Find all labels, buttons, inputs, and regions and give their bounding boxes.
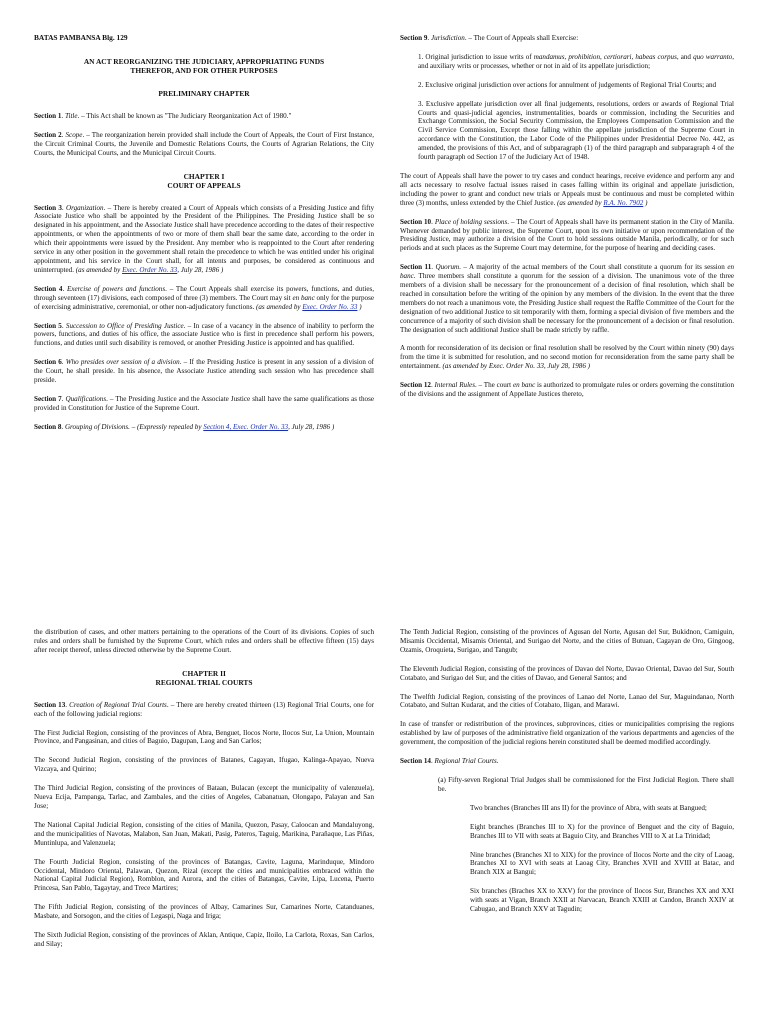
section-2: Section 2. Scope. – The reorganization herein provided shall include the Court of Appeals, the Court of First Instance, the Circuit Criminal Courts, the Juvenile and Domestic Relations Courts, the Courts of Agrarian Relations, the City Courts, the Municipal Courts, and the Municipal Circuit Courts. bbox=[34, 130, 375, 157]
section-label: Section 14 bbox=[400, 757, 431, 766]
branch-benguet: Eight branches (Branches III to X) for the province of Benguet and the city of Baguio, Branches III to VII with seats at Baguio City, and Branches VIII to X at La Trinidad; bbox=[470, 822, 734, 840]
transfer-paragraph: In case of transfer or redistribution of the provinces, subprovinces, cities or municipalities comprising the regions established by law of purposes of the administrative field organization of the various departments and agencies of the government, the composition of the judicial regions herein constituted shall be deemed modified accordingly. bbox=[400, 720, 734, 747]
section-title: Jurisdiction bbox=[430, 34, 465, 42]
section-9-item-2: 2. Exclusive original jurisdiction over actions for annulment of judgements of Regional Trial Courts; and bbox=[418, 80, 717, 89]
section-13: Section 13. Creation of Regional Trial Courts. – There are hereby created thirteen (13) Regional Trial Courts, one for each of the following judicial regions: bbox=[34, 700, 375, 718]
section-9-item-3: 3. Exclusive appellate jurisdiction over all final judgements, resolutions, orders or awards of Regional Trial Courts and quasi-judicial agencies, instrumentalities, boards or commission, including the Securities and Exchange Commission, the Social Security Commission, the Employees Compensation Commission and the Civil Service Commission, Except those falling within the appellate jurisdiction of the Supreme Court in accordance with the Constitution, the Labor Code of the Philippines under Presidential Decree No. 442, as amended, the provisions of this Act, and of subparagraph (1) of the third paragraph and subparagraph 4 of the fourth paragraph od Section 17 of the Judiciary Act of 1948. bbox=[418, 99, 734, 162]
section-label: Section 10 bbox=[400, 217, 432, 226]
amendment-note: (as amended by bbox=[256, 302, 303, 311]
section-label: Section 1 bbox=[34, 111, 62, 120]
page-1 bbox=[0, 0, 384, 512]
section-title: Grouping of Divisions bbox=[64, 422, 129, 431]
section-7: Section 7. Qualifications. – The Presiding Justice and the Associate Justice shall have the same qualifications as those provided in Constitution for Justice of the Supreme Court. bbox=[34, 394, 375, 412]
paragraph-text: A month for reconsideration of its decision or final resolution shall be resolved by the Court within ninety (90) days from the time it is submitted for resolution, and no second motion for reconsideration from the same party shall be entertainment. bbox=[400, 344, 734, 371]
section-label: Section 13 bbox=[34, 700, 66, 709]
amendment-note: (as amended by Exec. Order No. 33, July 28, 1986 ) bbox=[442, 362, 591, 371]
item-text: 1. Original jurisdiction to issue writs of bbox=[418, 52, 534, 61]
act-title-line-2: THEREFOR, AND FOR OTHER PURPOSES bbox=[130, 65, 278, 75]
section-label: Section 12 bbox=[400, 381, 431, 390]
section-title: Qualifications bbox=[65, 394, 107, 403]
section-title: Quorum bbox=[435, 263, 460, 272]
section-11-paragraph-2 bbox=[400, 344, 734, 371]
page-3 bbox=[0, 512, 384, 1024]
section-14: Section 14. Regional Trial Courts. bbox=[400, 757, 499, 766]
section-9-item-1 bbox=[400, 53, 734, 71]
section-11: Section 11. Quorum. – A majority of the actual members of the Court shall constitute a quorum for its session en banc. Three members shall constitute a quorum for the session of a division. The unanimous vote of the three members of a division shall be necessary for the pronouncement of a decision of final resolution, which shall be reached in consultation before the writing of the opinion by any members of the division. In the event that the three members do not reach a unanimous vote, the Presiding Justice shall request the Raffle Committee of the Court for the designation of two additional Justice to sit temporarily with them, forming a special division of five members and the concurrence of a majority of such division shall be necessary for the pronouncement of a decision or final resolution. The designation of such additional Justice shall be made strictly by raffle. bbox=[400, 263, 735, 334]
section-3: Section 3. Organization. – There is hereby created a Court of Appeals which consists of a Presiding Justice and fifty Associate Justice who shall be appointed by the President of the Philippines. The Presiding Justice shall be so designated in his appointment, and the Associate Justice shall have precedence according to the dates of their respective appointments, or when the appointments of two or more of them shall bear the same date, according to the order in which their appointments were issued by the President. Any member who is reappointed to the Court after rendering service in any other position in the government shall retain the precedence to which he was entitled under his original appointment, and his service in the Court shall, for all intents and purposes, be considered as continuous and uninterrupted. (as amended by Exec. Order No. 33, July 28, 1986 ) bbox=[34, 203, 375, 274]
en-banc-term: en banc bbox=[512, 381, 536, 390]
section-title: Exercise of powers and functions bbox=[67, 284, 166, 293]
section-12: Section 12. Internal Rules. – The court en banc is authorized to promulgate rules or orders governing the constitution of the divisions and the assignment of Appellate Justices thereto, bbox=[400, 381, 735, 399]
section-8: Section 8. Grouping of Divisions. – (Expressly repealed by Section 4, Exec. Order No. 33, July 28, 1986 ) bbox=[34, 422, 335, 431]
section-text-tail: , July 28, 1986 ) bbox=[288, 422, 335, 431]
chapter-number: CHAPTER I bbox=[183, 171, 225, 181]
section-label: Section 7 bbox=[34, 394, 62, 403]
section-text-cont: only for the purpose of exercising administrative, ceremonial, or other non-adjudicatory functions. bbox=[34, 293, 374, 311]
section-title: Organization bbox=[65, 203, 104, 212]
chapter-2-heading bbox=[34, 669, 374, 687]
amendment-note-tail: , July 28, 1986 ) bbox=[177, 265, 224, 274]
writ-term: quo warranto, bbox=[693, 52, 734, 61]
document-header: BATAS PAMBANSA Blg. 129 bbox=[34, 33, 128, 42]
ra-7902-link[interactable]: R.A. No. 7902 bbox=[603, 198, 644, 207]
paragraph-text: The court of Appeals shall have the power to try cases and conduct hearings, receive evidence and perform any and all acts necessary to resolve factual issues raised in cases falling within its original and appellate jurisdiction, including the power to grant and conduct new trials or Appeals must be continuous and must be completed within three (3) months, unless extended by the Chief Justice. bbox=[400, 171, 734, 207]
amendment-note-tail: ) bbox=[357, 302, 362, 311]
section-text: . bbox=[496, 757, 499, 766]
exec-order-33-link[interactable]: Exec. Order No. 33 bbox=[122, 265, 178, 274]
item-text: and auxiliary writs or processes, whether or not in aid of its appellate jurisdiction; bbox=[418, 61, 651, 70]
chapter-title: REGIONAL TRIAL COURTS bbox=[155, 677, 253, 687]
item-text: and bbox=[678, 52, 694, 61]
chapter-number: CHAPTER II bbox=[182, 668, 226, 678]
branch-ilocos-sur: Six branches (Braches XX to XXV) for the province of Ilocos Sur, Branches XX and XXI with seats at Vigan, Branch XXII at Narvacan, Branch XXIII at Candon, Branch XXIV at Cabugao, and Branch XXV at Tagudin; bbox=[470, 887, 734, 914]
section-label: Section 9 bbox=[400, 34, 428, 42]
branch-ilocos-norte: Nine branches (Branches XI to XIX) for the province of Ilocos Norte and the city of Laoag, Branches XI to XVI with seats at Laoag City, Branches XVII and XVIII at Batac, and Branch XIX at Bangui; bbox=[470, 850, 734, 877]
section-text-cont: is authorized to promulgate rules or orders governing the constitution of the divisions and the assignment of Appellate Justices thereto, bbox=[400, 381, 735, 399]
section-text: . – The Court of Appeals shall have its permanent station in the City of Manila. Whenever demanded by public interest, the Supreme Court, upon its own initiative or upon recommendation of the Presiding Justice, may authorize a division of the Court to hold sessions outside Manila, periodically, or for such periods and at such places as the Supreme Court may determine, for the purpose of hearing and deciding cases. bbox=[400, 217, 735, 253]
section-text: . – (Expressly repealed by bbox=[128, 422, 204, 431]
section-title: Succession to Office of Presiding Justice bbox=[65, 321, 184, 330]
branch-abra: Two branches (Branches III ans II) for the province of Abra, with seats at Bangued; bbox=[470, 803, 707, 812]
page-4 bbox=[384, 512, 768, 1024]
region-6: The Sixth Judicial Region, consisting of the provinces of Aklan, Antique, Capiz, Iloilo, La Carlota, Roxas, San Carlos, and Silay; bbox=[34, 931, 374, 948]
section-9: Section 9. Jurisdiction. – The Court of Appeals shall Exercise: bbox=[400, 34, 579, 42]
section-title: Regional Trial Courts bbox=[434, 757, 497, 766]
region-2: The Second Judicial Region, consisting of the provinces of Batanes, Cagayan, Ifugao, Kalinga-Apayao, Nueva Vizcaya, and Quirino; bbox=[34, 756, 374, 774]
section-5: Section 5. Succession to Office of Presiding Justice. – In case of a vacancy in the absence of inability to perform the powers, functions, and duties of his office, the associate Justice who is first in precedence shall perform his powers, functions, and duties until such disability is removed, or another Presiding Justice is appointed and has qualified. bbox=[34, 321, 374, 348]
section-text: . – The court bbox=[474, 381, 513, 390]
writs-terms: mandamus, prohibition, certiorari, habeas corpus, bbox=[533, 52, 679, 61]
section-text: . – A majority of the actual members of the Court shall constitute a quorum for its session bbox=[459, 263, 728, 272]
act-title bbox=[34, 57, 374, 75]
chapter-title: COURT OF APPEALS bbox=[167, 180, 241, 190]
preliminary-chapter-heading: PRELIMINARY CHAPTER bbox=[158, 88, 250, 98]
region-11: The Eleventh Judicial Region, consisting of the provinces of Davao del Norte, Davao Oriental, Davao del Sur, South Cotabato, and Surigao del Sur, and the cities of Davao, and General Santos; and bbox=[400, 664, 734, 682]
en-banc-term: en banc bbox=[292, 293, 315, 302]
amendment-note: (as amended by bbox=[75, 265, 123, 274]
region-3: The Third Judicial Region, consisting of the provinces of Bataan, Bulacan (except the municipality of valenzuela), Nueva Ecija, Pampanga, Tarlac, and Zambales, and the cities of Angeles, Cabanatuan, Olongapo, Palayan and San Jose; bbox=[34, 784, 374, 810]
chapter-1-heading bbox=[34, 172, 374, 190]
region-5: The Fifth Judicial Region, consisting of the provinces of Albay, Camarines Sur, Camarines Norte, Catanduanes, Masbate, and Sorsogon, and the cities of Legaspi, Naga and Iriga; bbox=[34, 903, 374, 921]
section-label: Section 8 bbox=[34, 422, 62, 431]
section-title: Place of holding sessions bbox=[434, 217, 508, 226]
region-4: The Fourth Judicial Region, consisting of the provinces of Batangas, Cavite, Laguna, Marinduque, Mindoro Occidental, Mindoro Oriental, Palawan, Quezon, Rizal (except the cities and municipalities embraced within the National Capital Judicial Region), Romblon, and Aurora, and the cities of Batangas, Cavite, Lipa, Lucena, Puerto Princesa, San Pablo, Tagaytay, and Trece Martires; bbox=[34, 857, 374, 893]
section-title: Internal Rules bbox=[434, 381, 475, 390]
section-label: Section 2 bbox=[34, 130, 62, 139]
section-text: . – The Court of Appeals shall Exercise: bbox=[464, 34, 579, 42]
section-text: . – In case of a vacancy in the absence of inability to perform the powers, functions, and duties of his office, the associate Justice who is first in precedence shall perform his powers, functions, and duties until such disability is removed, or another Presiding Justice is appointed and has qualified. bbox=[34, 321, 374, 348]
section-label: Section 4 bbox=[34, 284, 63, 293]
section-4-exec-order-33-link[interactable]: Section 4, Exec. Order No. 33 bbox=[203, 422, 289, 431]
region-ncj: The National Capital Judicial Region, consisting of the cities of Manila, Quezon, Pasay, Caloocan and Mandaluyong, and the municipalities of Navotas, Malabon, San Juan, Makati, Pasig, Pateros, Taguig, Marikina, Parañaque, Las Piñas, Muntinlupa, and Valenzuela; bbox=[34, 820, 374, 847]
section-text-cont: Three members shall constitute a quorum for the session of a division. The unanimous vote of the three members of a division shall be necessary for the pronouncement of a decision of final resolution, which shall be reached in consultation before the writing of the opinion by any members of the division. In the event that the three members do not reach a unanimous vote, the Presiding Justice shall request the Raffle Committee of the Court for the designation of two additional Justice to sit temporarily with them, forming a special division of five members and the concurrence of a majority of such division shall be necessary for the pronouncement of a decision or final resolution. The designation of such additional Justice shall be made strictly by raffle. bbox=[400, 272, 734, 334]
section-label: Section 6 bbox=[34, 358, 62, 367]
section-text: . – There are hereby created thirteen (13) Regional Trial Courts, one for each of the following judicial regions: bbox=[34, 700, 375, 718]
section-4: Section 4. Exercise of powers and functions. – The Court Appeals shall exercise its powers, functions, and duties, through seventeen (17) divisions, each composed of three (3) members. The Court may sit en banc only for the purpose of exercising administrative, ceremonial, or other non-adjudicatory functions. (as amended by Exec. Order No. 33 ) bbox=[34, 284, 375, 311]
section-14-a: (a) Fifty-seven Regional Trial Judges shall be commissioned for the First Judicial Region. There shall be. bbox=[438, 775, 734, 793]
region-12: The Twelfth Judicial Region, consisting of the provinces of Lanao del Norte, Lanao del Sur, Maguindanao, North Cotabato, and Sultan Kudarat, and the cities of Cotabato, Iligan, and Marawi. bbox=[400, 692, 734, 710]
amendment-note: (as amended by bbox=[557, 198, 604, 207]
section-title: Title bbox=[64, 111, 78, 120]
region-10: The Tenth Judicial Region, consisting of the provinces of Agusan del Norte, Agusan del Sur, Bukidnon, Camiguin, Misamis Occidental, Misamis Oriental, and Surigao del Norte, and the cities of Butuan, Cagayan de Oro, Gingoog, Ozamis, Oroquieta, Surigao, and Tangub; bbox=[400, 628, 734, 654]
section-text: . – If the Presiding Justice is present in any session of a division of the Court, he shall preside. In his absence, the Associate Justice attending such session who has precedence shall preside. bbox=[34, 358, 375, 385]
act-title-line-1: AN ACT REORGANIZING THE JUDICIARY, APPROPRIATING FUNDS bbox=[83, 56, 325, 66]
amendment-note-tail: ) bbox=[643, 198, 648, 207]
section-12-continuation: the distribution of cases, and other matters pertaining to the operations of the Court of its divisions. Copies of such rules and orders shall be furnished by the Supreme Court, which rules and orders shall be effective fifteen (15) days after receipt thereof, unless directed otherwise by the Supreme Court. bbox=[34, 628, 374, 654]
section-1: Section 1. Title. – This Act shall be known as "The Judiciary Reorganization Act of 1980." bbox=[34, 111, 292, 120]
section-title: Creation of Regional Trial Courts bbox=[69, 700, 167, 709]
section-text: . – There is hereby created a Court of Appeals which consists of a Presiding Justice and fifty Associate Justice who shall be appointed by the President of the Philippines. The Presiding Justice shall be so designated in his appointment, and the Associate Justice shall have precedence according to the dates of their respective appointments, or when the appointments of two or more of them shall bear the same date, according to the order in which their appointments were issued by the President. Any member who is reappointed to the Court after rendering service in any other position in the government shall retain the precedence to which he was entitled under his original appointment, and his service in the Court shall, for all intents and purposes, be considered as continuous and uninterrupted. bbox=[34, 203, 375, 274]
section-10: Section 10. Place of holding sessions. – The Court of Appeals shall have its permanent station in the City of Manila. Whenever demanded by public interest, the Supreme Court, upon its own initiative or upon recommendation of the Presiding Justice, may authorize a division of the Court to hold sessions outside Manila, periodically, or for such periods and at such places as the Supreme Court may determine, for the purpose of hearing and deciding cases. bbox=[400, 217, 735, 253]
section-text: . – The Court Appeals shall exercise its powers, functions, and duties, through seventeen (17) divisions, each composed of three (3) members. The Court may sit bbox=[34, 284, 375, 302]
page-2 bbox=[384, 0, 768, 512]
section-text: . – The Presiding Justice and the Associate Justice shall have the same qualifications as those provided in Constitution for Justice of the Supreme Court. bbox=[34, 394, 375, 412]
section-6: Section 6. Who presides over session of a division. – If the Presiding Justice is present in any session of a division of the Court, he shall preside. In his absence, the Associate Justice attending such session who has precedence shall preside. bbox=[34, 358, 375, 385]
section-title: Who presides over session of a division bbox=[65, 358, 180, 367]
section-label: Section 5 bbox=[34, 321, 62, 330]
section-title: Scope bbox=[65, 130, 83, 139]
section-text: . – The reorganization herein provided shall include the Court of Appeals, the Court of First Instance, the Circuit Criminal Courts, the Juvenile and Domestic Relations Courts, the Courts of Agrarian Relations, the City Courts, the Municipal Courts, and the Municipal Circuit Courts. bbox=[34, 130, 375, 157]
exec-order-33-link[interactable]: Exec. Order No. 33 bbox=[302, 302, 358, 311]
section-text: . – This Act shall be known as "The Judiciary Reorganization Act of 1980." bbox=[77, 111, 292, 120]
section-9-paragraph bbox=[400, 172, 734, 208]
section-label: Section 11 bbox=[400, 263, 432, 272]
en-banc-term: en banc. bbox=[400, 263, 735, 281]
region-1: The First Judicial Region, consisting of the provinces of Abra, Benguet, Ilocos Norte, Ilocos Sur, La Union, Mountain Province, and Pangasinan, and cities of Baguio, Dagupan, Laog and San Carlos; bbox=[34, 728, 374, 746]
section-label: Section 3 bbox=[34, 203, 62, 212]
